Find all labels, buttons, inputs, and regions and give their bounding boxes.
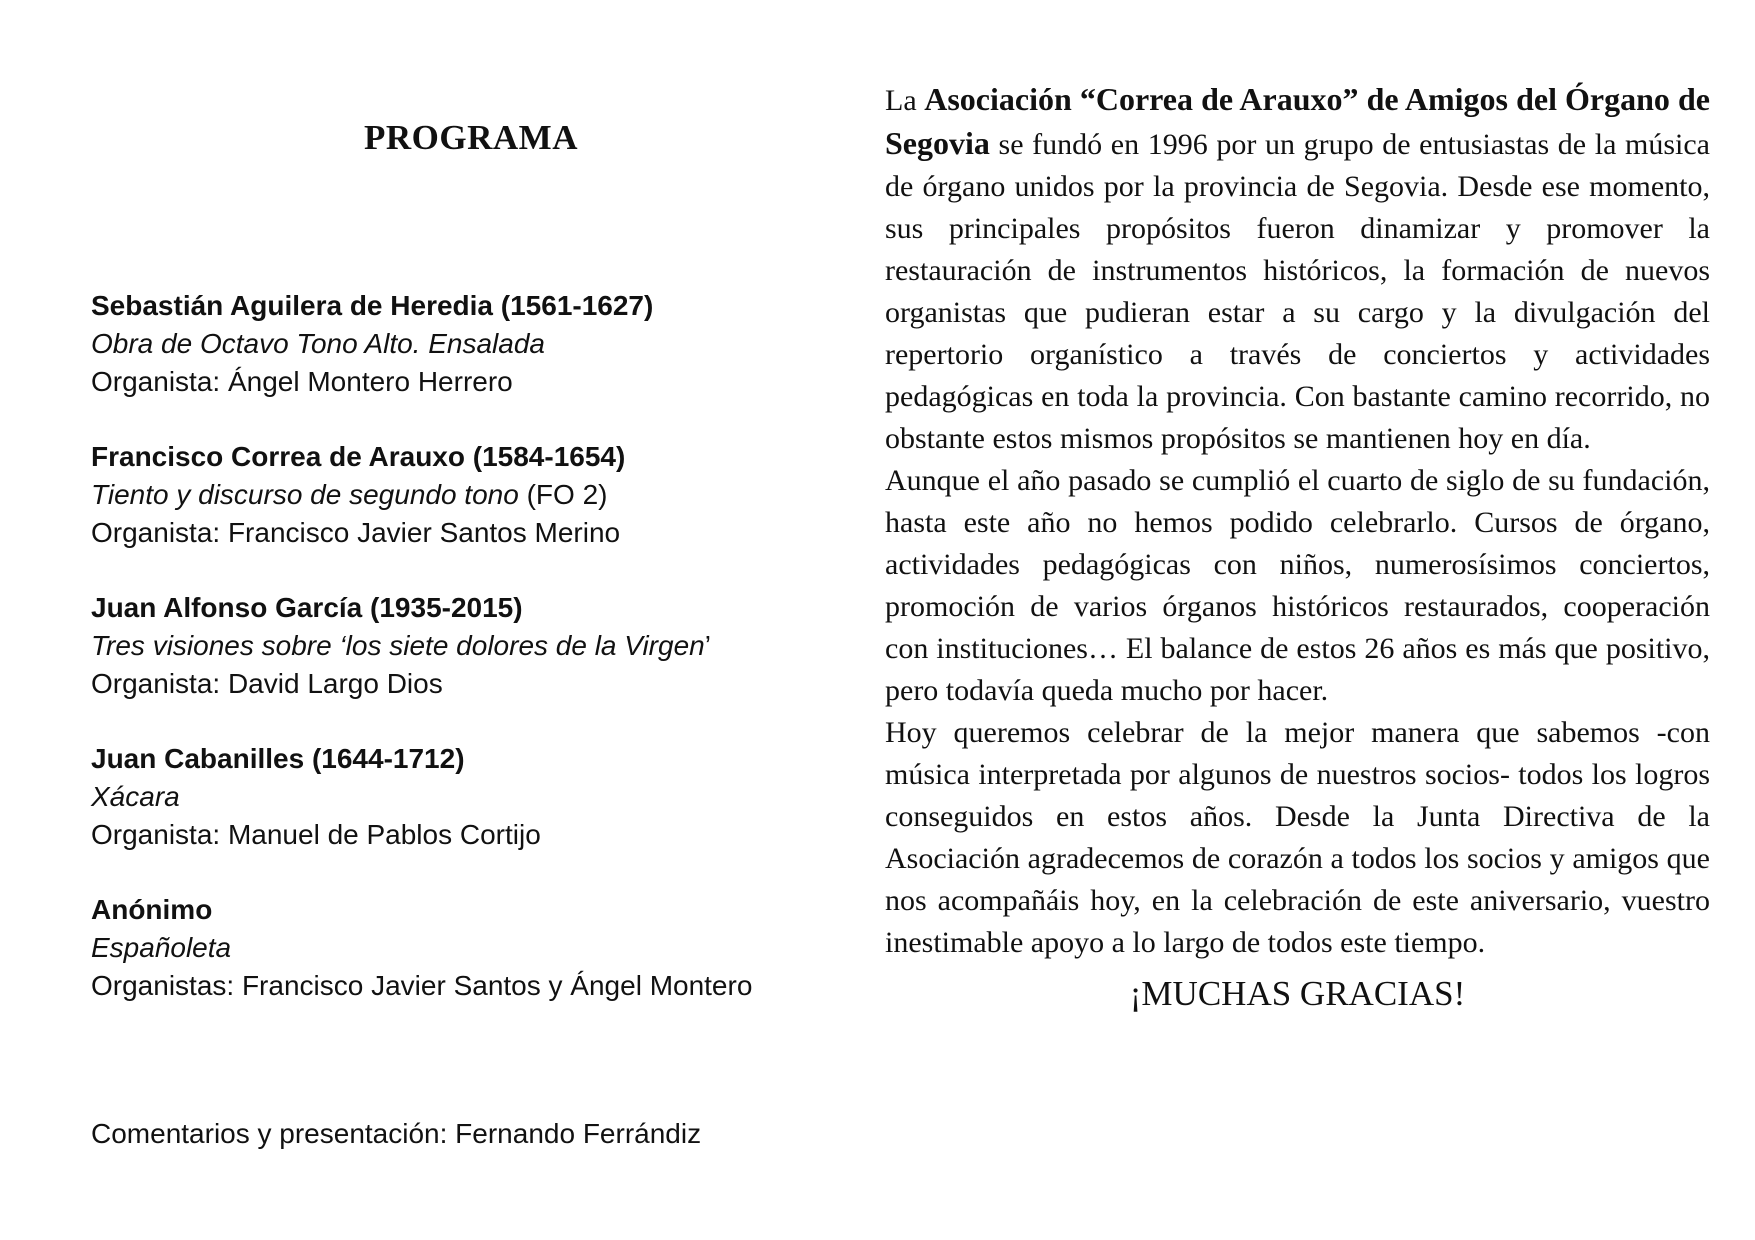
program-column [91,0,851,1240]
work-title-text: Tres visiones sobre ‘los siete dolores de la Virgen [91,630,705,661]
work-title [91,476,851,514]
composer-name: Juan Alfonso García (1935-2015) [91,592,523,623]
comments-credit: Comentarios y presentación: Fernando Ferrándiz [91,1118,702,1149]
performer-name: Organistas: Francisco Javier Santos y Ángel Montero [91,970,753,1001]
association-text-column [885,78,1710,1016]
performer-name: Organista: Manuel de Pablos Cortijo [91,819,541,850]
performer-name: Organista: Ángel Montero Herrero [91,366,513,397]
composer-name: Sebastián Aguilera de Heredia (1561-1627) [91,290,654,321]
work-title [91,627,851,665]
anniversary-paragraph: Aunque el año pasado se cumplió el cuarto de siglo de su fundación, hasta este año no hemos podido celebrarlo. Cursos de órgano, actividades pedagógicas con niños, numerosísimos conciertos, promoción de varios órganos históricos restaurados, cooperación con instituciones… El balance de estos 26 años es más que positivo, pero todavía queda mucho por hacer. [885,464,1710,707]
thanks-message: ¡MUCHAS GRACIAS! [1129,974,1466,1013]
program-item [91,891,851,1005]
intro-paragraph [885,78,1710,460]
work-title-text: Obra de Octavo Tono Alto. Ensalada [91,328,545,359]
work-title [91,778,851,816]
intro-lead: La [885,84,925,117]
work-title-text: Tiento y discurso de segundo tono [91,479,519,510]
program-list [91,287,851,1042]
intro-rest: se fundó en 1996 por un grupo de entusiastas de la música de órgano unidos por la provincia de Segovia. Desde ese momento, sus principales propósitos fueron dinamizar y promover la restauración de instrumentos históricos, la formación de nuevos organistas que pudieran estar a su cargo y la divulgación del repertorio organístico a través de conciertos y actividades pedagógicas en toda la provincia. Con bastante camino recorrido, no obstante estos mismos propósitos se mantienen hoy en día. [885,128,1710,455]
work-title-extra: ’ [704,630,711,661]
work-title-text: Españoleta [91,932,232,963]
celebration-paragraph: Hoy queremos celebrar de la mejor manera que sabemos -con música interpretada por algunos de nuestros socios- todos los logros conseguidos en estos años. Desde la Junta Directiva de la Asociación agradecemos de corazón a todos los socios y amigos que nos acompañáis hoy, en la celebración de este aniversario, vuestro inestimable apoyo a lo largo de todos este tiempo. [885,716,1710,959]
program-item [91,287,851,401]
work-title-extra: (FO 2) [518,479,608,510]
association-name: Asociación “Correa de Arauxo” de Amigos del Órgano de Segovia [885,81,1710,161]
program-item [91,740,851,854]
composer-name: Anónimo [91,894,213,925]
composer-name: Juan Cabanilles (1644-1712) [91,743,465,774]
program-item [91,438,851,552]
work-title [91,929,851,967]
program-item [91,589,851,703]
performer-name: Organista: David Largo Dios [91,668,443,699]
work-title [91,325,851,363]
work-title-text: Xácara [91,781,180,812]
program-title: PROGRAMA [364,118,578,157]
composer-name: Francisco Correa de Arauxo (1584-1654) [91,441,626,472]
performer-name: Organista: Francisco Javier Santos Merino [91,517,621,548]
